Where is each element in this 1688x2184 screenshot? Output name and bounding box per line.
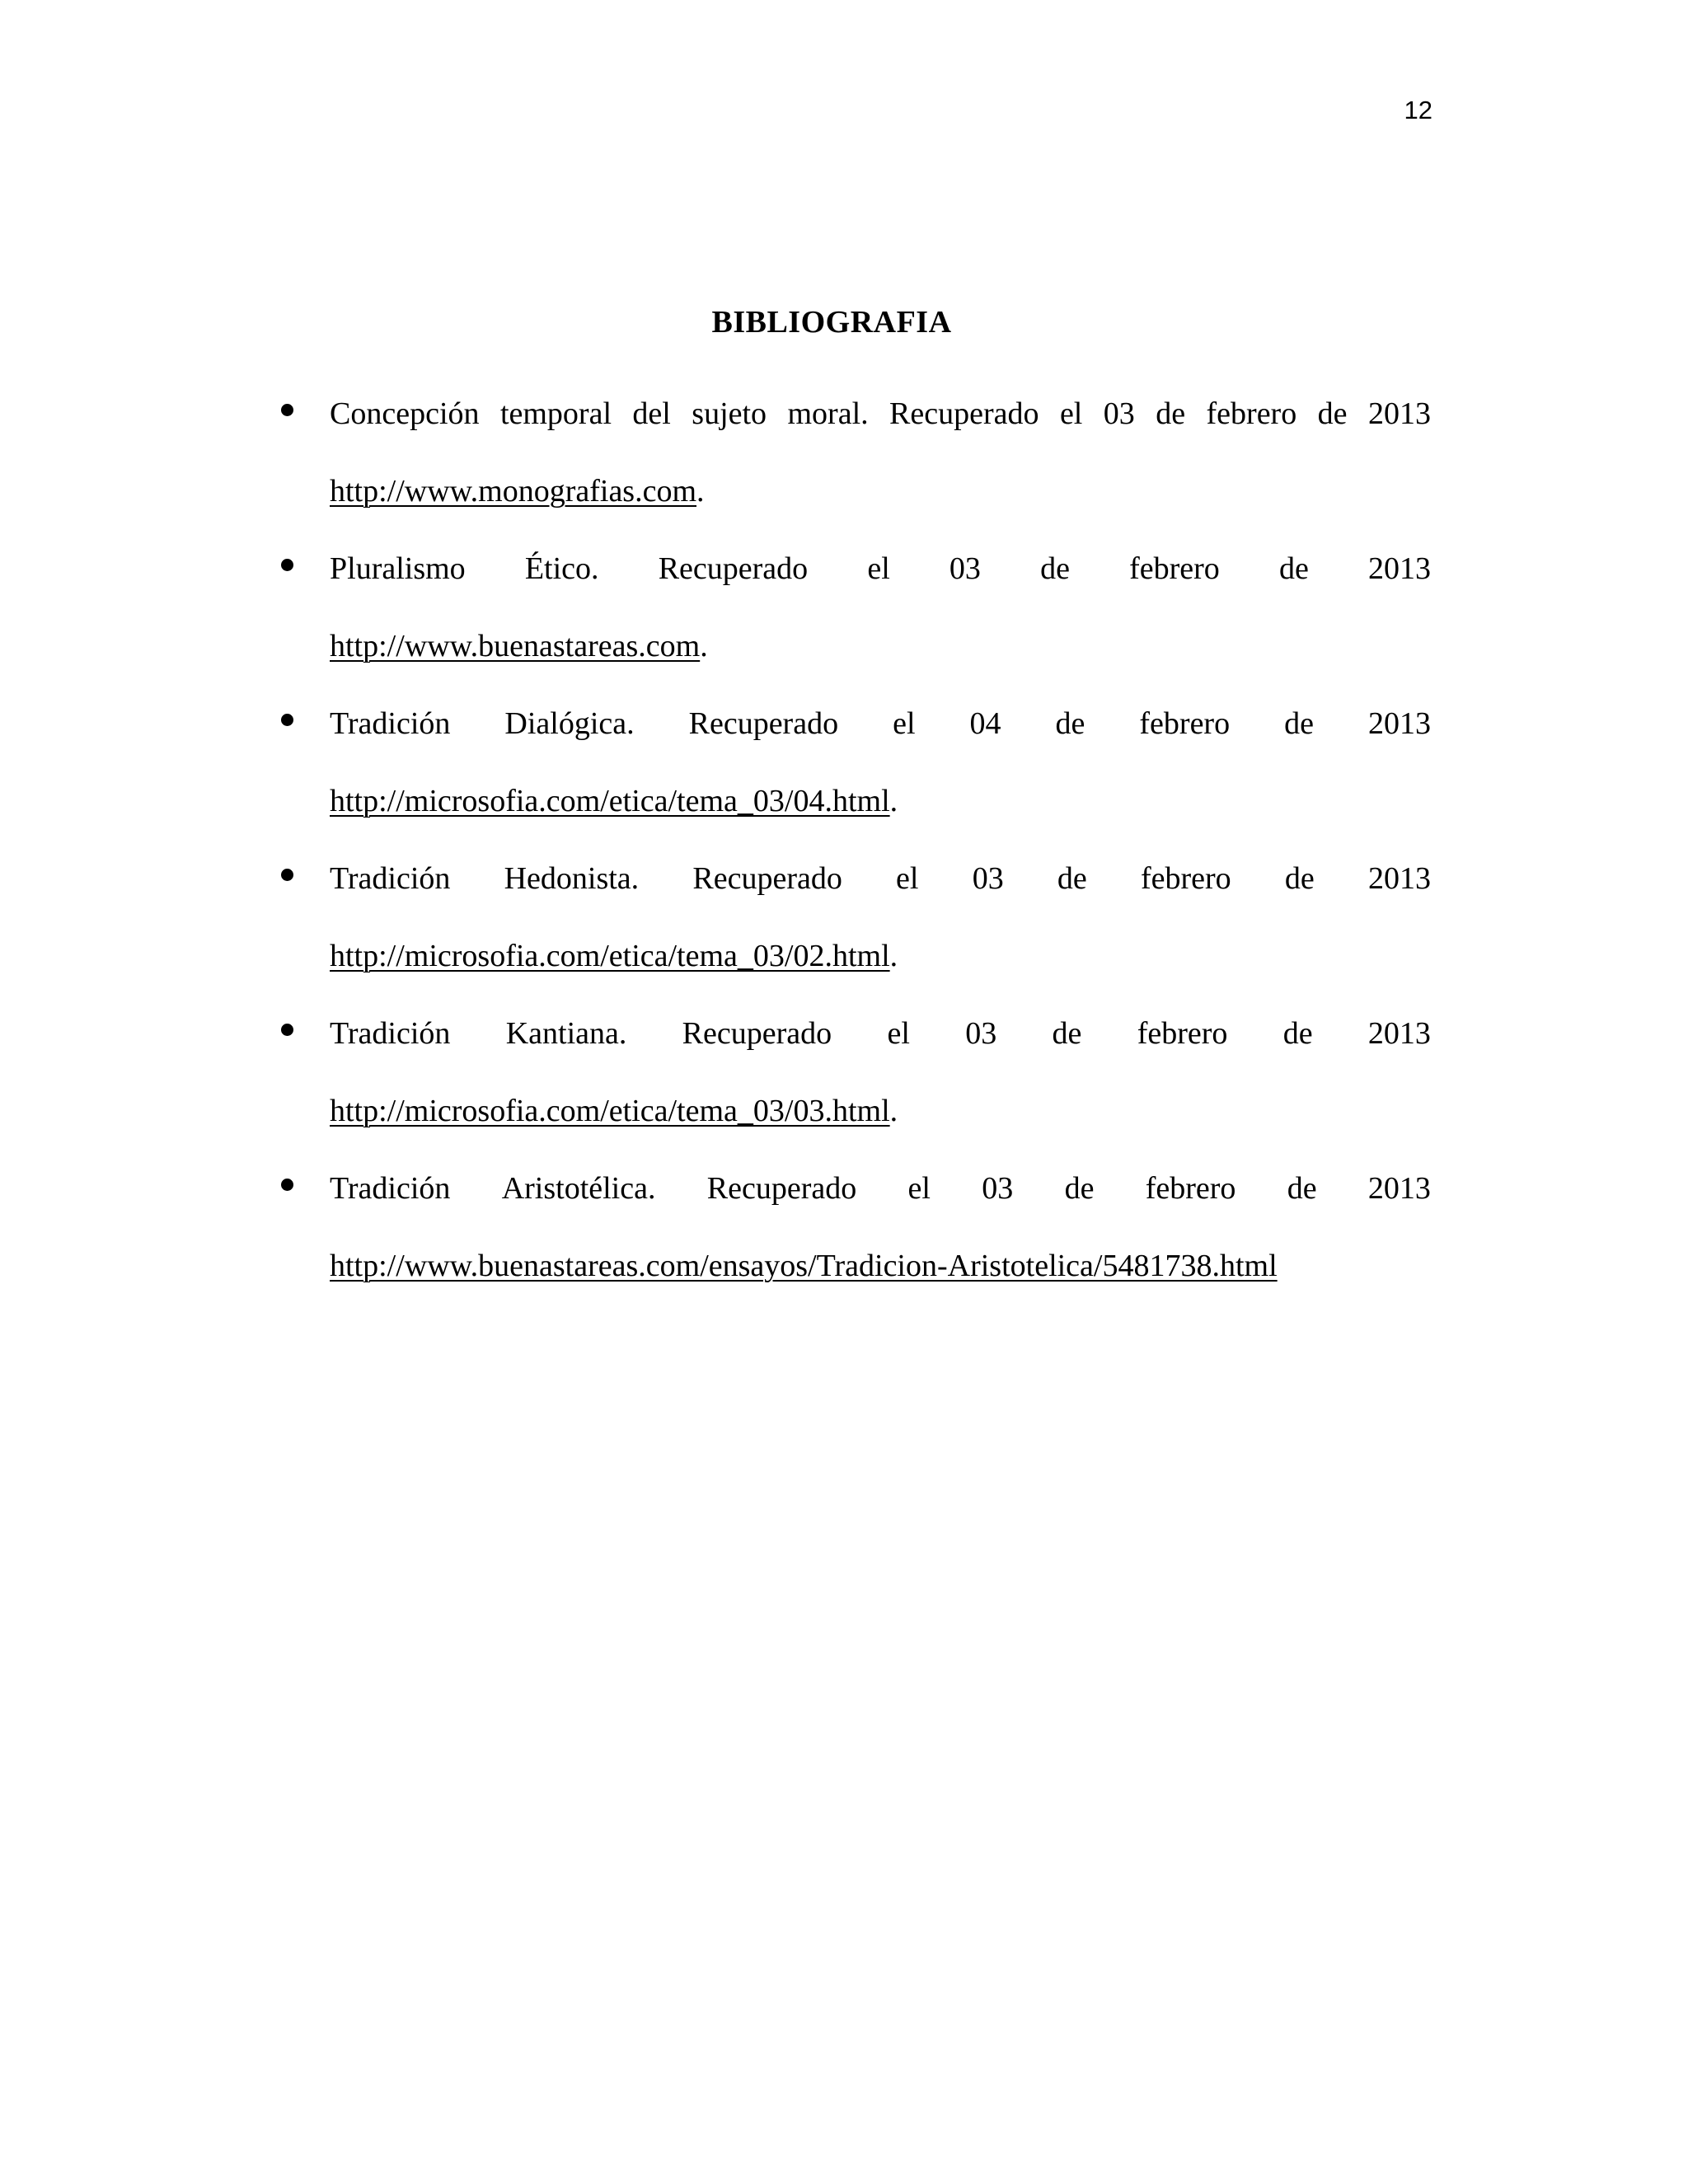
entry-word: el <box>907 1171 931 1206</box>
bullet-icon <box>281 714 293 726</box>
entry-word: 2013 <box>1367 1016 1431 1051</box>
bullet-icon <box>281 404 293 416</box>
entry-word: febrero <box>1139 706 1231 741</box>
bullet-icon <box>281 869 293 881</box>
entry-word: Pluralismo <box>330 551 466 586</box>
entry-source <box>330 1248 1431 1284</box>
entry-word: febrero <box>1137 1016 1228 1051</box>
entry-word: de <box>1284 861 1315 896</box>
entry-source <box>330 628 1431 664</box>
entry-description <box>330 705 1431 742</box>
entry-word: el <box>893 706 916 741</box>
entry-word: Hedonista. <box>504 861 640 896</box>
entry-word: Recuperado <box>889 396 1039 431</box>
entry-word: Recuperado <box>682 1016 832 1051</box>
entry-word: de <box>1287 1171 1317 1206</box>
entry-description <box>330 860 1431 897</box>
trailing-period: . <box>700 629 708 663</box>
entry-word: Recuperado <box>688 706 839 741</box>
entry-word: el <box>867 551 890 586</box>
entry-word: el <box>1059 396 1083 431</box>
entry-source <box>330 1093 1431 1129</box>
entry-word: de <box>1284 706 1314 741</box>
entry-word: 03 <box>965 1016 997 1051</box>
entry-description <box>330 1015 1431 1052</box>
entry-description <box>330 396 1431 432</box>
entry-word: Tradición <box>330 1016 451 1051</box>
bullet-icon <box>281 1024 293 1036</box>
entry-word: del <box>632 396 671 431</box>
trailing-period: . <box>889 939 898 973</box>
entry-source <box>330 783 1431 819</box>
entry-word: de <box>1064 1171 1095 1206</box>
bibliography-entry <box>0 396 1688 560</box>
entry-word: 03 <box>1103 396 1135 431</box>
bibliography-entry <box>0 1016 1688 1180</box>
entry-word: Concepción <box>330 396 480 431</box>
entry-word: moral. <box>787 396 869 431</box>
bibliography-entry <box>0 861 1688 1025</box>
entry-word: 2013 <box>1367 396 1431 431</box>
entry-word: de <box>1057 861 1087 896</box>
entry-word: 04 <box>969 706 1001 741</box>
entry-word: Recuperado <box>658 551 809 586</box>
bullet-icon <box>281 1179 293 1191</box>
source-link[interactable]: http://www.buenastareas.com <box>330 629 701 663</box>
entry-word: Recuperado <box>706 1171 857 1206</box>
source-link[interactable]: http://www.monografias.com <box>330 474 697 509</box>
bullet-icon <box>281 559 293 571</box>
entry-word: Ético. <box>524 551 599 586</box>
bibliography-entry <box>0 551 1688 715</box>
entry-word: de <box>1317 396 1348 431</box>
page-number: 12 <box>1404 96 1432 124</box>
entry-word: Aristotélica. <box>501 1171 656 1206</box>
bibliography-entry <box>0 1171 1688 1335</box>
entry-word: 03 <box>972 861 1004 896</box>
entry-word: sujeto <box>692 396 767 431</box>
trailing-period: . <box>696 474 705 509</box>
trailing-period: . <box>889 784 898 818</box>
entry-word: de <box>1282 1016 1313 1051</box>
source-link[interactable]: http://www.buenastareas.com/ensayos/Tradicion-Aristotelica/5481738.html <box>330 1249 1278 1283</box>
entry-word: de <box>1052 1016 1082 1051</box>
entry-word: febrero <box>1145 1171 1236 1206</box>
entry-word: el <box>896 861 919 896</box>
bibliography-entry <box>0 706 1688 870</box>
entry-word: febrero <box>1129 551 1220 586</box>
entry-word: el <box>887 1016 910 1051</box>
source-link[interactable]: http://microsofia.com/etica/tema_03/03.html <box>330 1094 890 1128</box>
entry-description <box>330 551 1431 587</box>
entry-word: de <box>1278 551 1309 586</box>
entry-description <box>330 1170 1431 1207</box>
entry-word: Dialógica. <box>504 706 635 741</box>
entry-word: Tradición <box>330 1171 451 1206</box>
source-link[interactable]: http://microsofia.com/etica/tema_03/04.html <box>330 784 890 818</box>
page-title: BIBLIOGRAFIA <box>711 305 952 340</box>
source-link[interactable]: http://microsofia.com/etica/tema_03/02.html <box>330 939 890 973</box>
entry-word: 2013 <box>1367 706 1431 741</box>
trailing-period: . <box>889 1094 898 1128</box>
entry-word: febrero <box>1140 861 1231 896</box>
entry-word: Recuperado <box>692 861 842 896</box>
entry-word: 03 <box>982 1171 1014 1206</box>
entry-word: de <box>1040 551 1070 586</box>
entry-word: Tradición <box>330 706 451 741</box>
entry-word: Kantiana. <box>505 1016 627 1051</box>
entry-word: 2013 <box>1367 1171 1431 1206</box>
entry-word: 2013 <box>1367 861 1431 896</box>
entry-word: temporal <box>499 396 612 431</box>
entry-word: de <box>1055 706 1085 741</box>
entry-source <box>330 938 1431 974</box>
entry-word: 03 <box>949 551 981 586</box>
entry-word: 2013 <box>1368 551 1431 586</box>
entry-word: de <box>1156 396 1186 431</box>
entry-source <box>330 473 1431 509</box>
entry-word: febrero <box>1206 396 1297 431</box>
entry-word: Tradición <box>330 861 451 896</box>
